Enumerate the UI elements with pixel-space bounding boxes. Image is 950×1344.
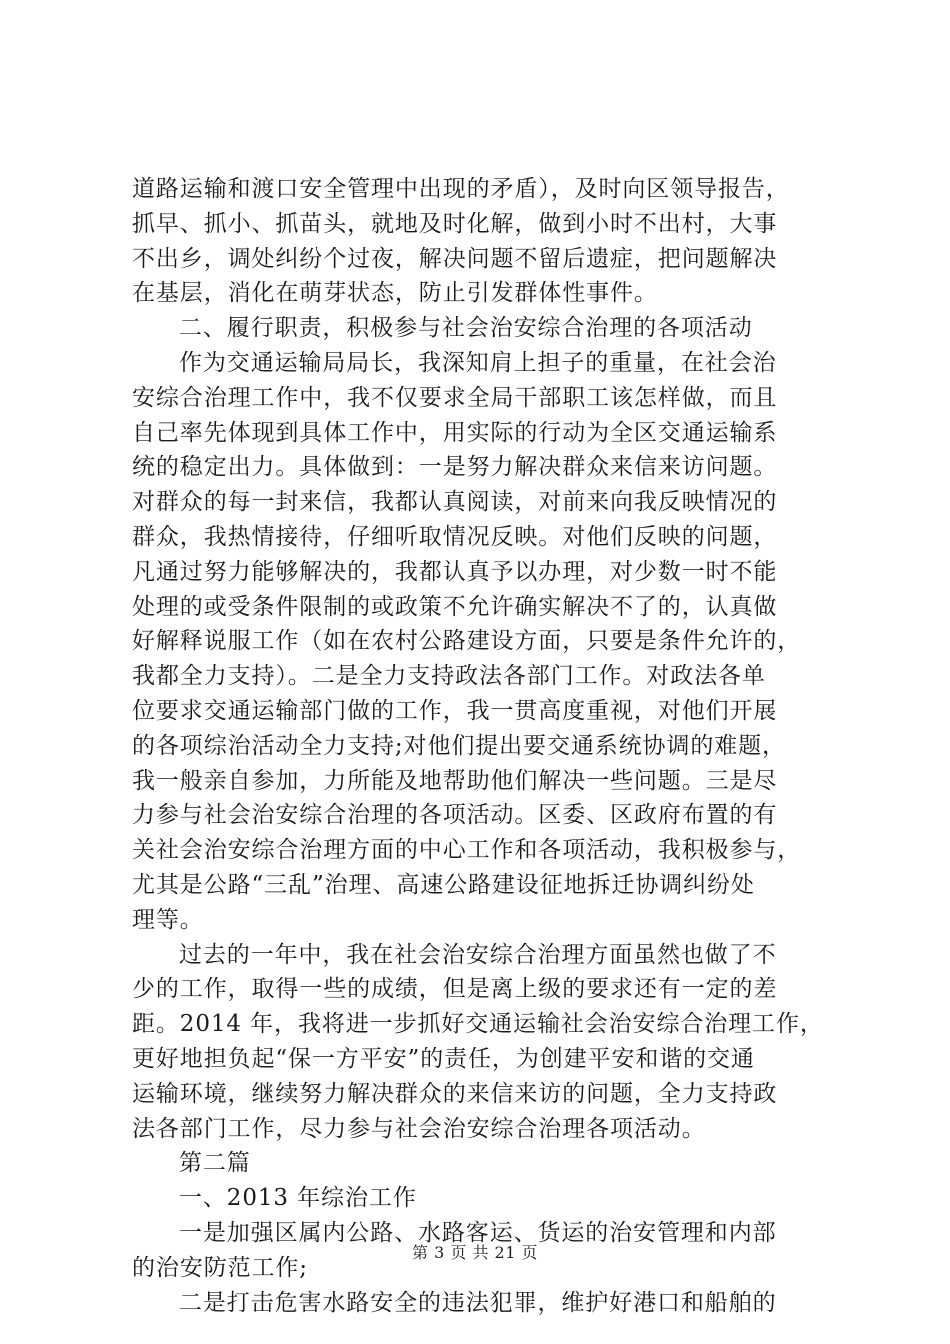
text-line: 力参与社会治安综合治理的各项活动。区委、区政府布置的有 [132, 802, 778, 829]
text-line: 自己率先体现到具体工作中，用实际的行动为全区交通运输系 [132, 419, 778, 446]
text-line: 我一般亲自参加，力所能及地帮助他们解决一些问题。三是尽 [132, 767, 778, 794]
text-line: 位要求交通运输部门做的工作，我一贯高度重视，对他们开展 [132, 697, 778, 724]
text-line: 处理的或受条件限制的或政策不允许确实解决不了的，认真做 [132, 593, 778, 620]
text-line: 不出乡，调处纠纷个过夜，解决问题不留后遗症，把问题解决 [132, 245, 778, 272]
text-line: 群众，我热情接待，仔细听取情况反映。对他们反映的问题， [132, 523, 778, 550]
text-line: 关社会治安综合治理方面的中心工作和各项活动，我积极参与， [132, 837, 802, 864]
text-line: 统的稳定出力。具体做到：一是努力解决群众来信来访问题。 [132, 454, 778, 481]
text-line: 道路运输和渡口安全管理中出现的矛盾），及时向区领导报告， [132, 176, 790, 202]
document-body [132, 172, 832, 1320]
text-line: 好解释说服工作（如在农村公路建设方面，只要是条件允许的， [132, 628, 802, 655]
text-line: 在基层，消化在萌芽状态，防止引发群体性事件。 [132, 280, 658, 307]
text-line: 我都全力支持）。二是全力支持政法各部门工作。对政法各单 [132, 663, 766, 690]
page-footer: 第 3 页 共 21 页 [412, 1243, 538, 1262]
text-line: 的治安防范工作; [132, 1254, 308, 1281]
text-line: 二是打击危害水路安全的违法犯罪，维护好港口和船舶的 [179, 1289, 777, 1316]
text-line: 一是加强区属内公路、水路客运、货运的治安管理和内部 [179, 1219, 777, 1246]
text-line: 尤其是公路“三乱”治理、高速公路建设征地拆迁协调纠纷处 [132, 871, 755, 898]
text-line: 安综合治理工作中，我不仅要求全局干部职工该怎样做，而且 [132, 384, 778, 411]
text-line: 第二篇 [179, 1150, 251, 1177]
text-line: 一、2013 年综治工作 [179, 1185, 417, 1212]
text-line: 凡通过努力能够解决的，我都认真予以办理，对少数一时不能 [132, 558, 778, 585]
text-line: 更好地担负起“保一方平安”的责任，为创建平安和谐的交通 [132, 1045, 755, 1072]
text-line: 抓早、抓小、抓苗头，就地及时化解，做到小时不出村，大事 [132, 210, 778, 237]
text-line: 距。2014 年，我将进一步抓好交通运输社会治安综合治理工作， [132, 1011, 824, 1038]
text-line: 对群众的每一封来信，我都认真阅读，对前来向我反映情况的 [132, 489, 778, 516]
text-line: 的各项综治活动全力支持;对他们提出要交通系统协调的难题， [132, 732, 786, 759]
text-line: 过去的一年中，我在社会治安综合治理方面虽然也做了不 [179, 941, 777, 968]
text-line: 少的工作，取得一些的成绩，但是离上级的要求还有一定的差 [132, 976, 778, 1003]
text-line: 作为交通运输局局长，我深知肩上担子的重量，在社会治 [179, 349, 777, 376]
text-line: 法各部门工作，尽力参与社会治安综合治理各项活动。 [132, 1115, 706, 1142]
text-line: 运输环境，继续努力解决群众的来信来访的问题，全力支持政 [132, 1080, 778, 1107]
text-line: 理等。 [132, 906, 204, 933]
text-line: 二、履行职责，积极参与社会治安综合治理的各项活动 [179, 315, 753, 342]
